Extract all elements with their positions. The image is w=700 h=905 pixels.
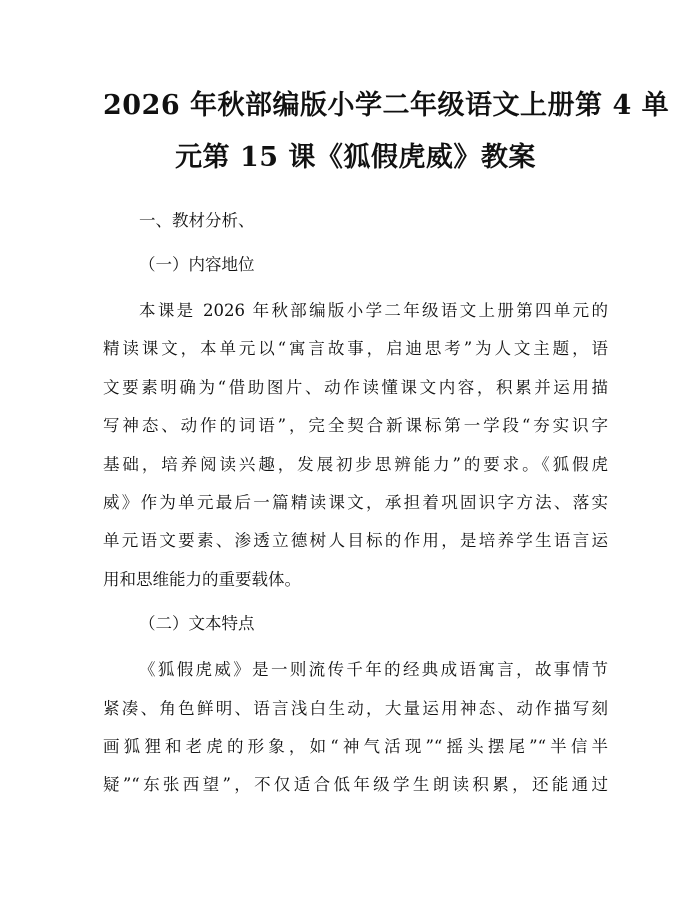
paragraph-line: 威》作为单元最后一篇精读课文，承担着巩固识字方法、落实 xyxy=(103,493,608,513)
paragraph-line: 精读课文，本单元以“寓言故事，启迪思考”为人文主题，语 xyxy=(103,339,608,359)
paragraph-line: 写神态、动作的词语”，完全契合新课标第一学段“夯实识字 xyxy=(103,416,608,436)
paragraph-line: 用和思维能力的重要载体。 xyxy=(103,569,301,589)
paragraph-line: 画狐狸和老虎的形象，如“神气活现”“摇头摆尾”“半信半 xyxy=(103,737,608,757)
paragraph-line: 紧凑、角色鲜明、语言浅白生动，大量运用神态、动作描写刻 xyxy=(103,698,608,718)
title-line: 2026 年秋部编版小学二年级语文上册第 4 单 xyxy=(103,90,670,121)
paragraph-line: 文要素明确为“借助图片、动作读懂课文内容，积累并运用描 xyxy=(103,377,608,397)
subsection-heading-content-position: （一）内容地位 xyxy=(139,255,255,274)
paragraph-line: 基础，培养阅读兴趣，发展初步思辨能力”的要求。《狐假虎 xyxy=(103,454,608,474)
section-heading-textbook-analysis: 一、教材分析、 xyxy=(139,211,255,230)
paragraph-content-position xyxy=(103,292,608,599)
paragraph-line: 《狐假虎威》是一则流传千年的经典成语寓言，故事情节 xyxy=(139,660,608,680)
document-title xyxy=(103,0,670,184)
subsection-heading-text-features: （二）文本特点 xyxy=(139,614,255,634)
paragraph-line: 单元语文要素、渗透立德树人目标的作用，是培养学生语言运 xyxy=(103,531,608,551)
paragraph-line: 本课是 2026 年秋部编版小学二年级语文上册第四单元的 xyxy=(139,301,608,320)
title-line: 元第 15 课《狐假虎威》教案 xyxy=(175,142,536,173)
paragraph-line: 疑”“东张西望”，不仅适合低年级学生朗读积累，还能通过 xyxy=(103,775,608,795)
paragraph-text-features xyxy=(103,651,608,805)
